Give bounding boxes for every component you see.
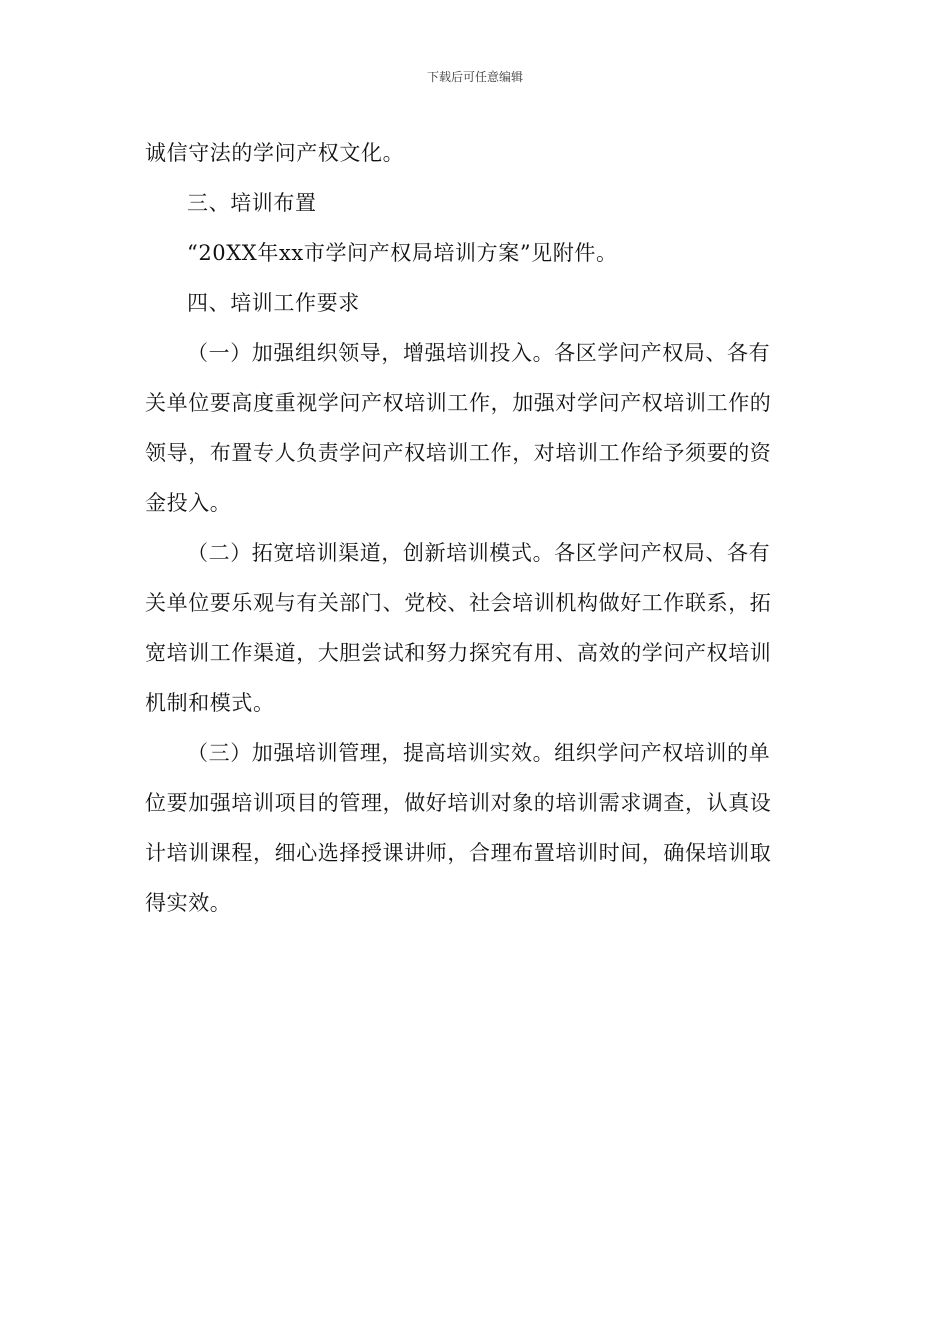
body-line: 宽培训工作渠道，大胆尝试和努力探究有用、高效的学问产权培训 <box>145 641 772 665</box>
body-line: 诚信守法的学问产权文化。 <box>145 141 405 165</box>
body-line: 关单位要高度重视学问产权培训工作，加强对学问产权培训工作的 <box>145 391 772 415</box>
section-heading: 三、培训布置 <box>187 191 317 215</box>
body-line: 计培训课程，细心选择授课讲师，合理布置培训时间，确保培训取 <box>145 841 772 865</box>
body-line: 位要加强培训项目的管理，做好培训对象的培训需求调查，认真设 <box>145 791 772 815</box>
paragraph-start: （三）加强培训管理，提高培训实效。组织学问产权培训的单 <box>187 741 771 765</box>
body-line: 金投入。 <box>145 491 232 515</box>
body-line: 领导，布置专人负责学问产权培训工作，对培训工作给予须要的资 <box>145 441 772 465</box>
paragraph-start: （二）拓宽培训渠道，创新培训模式。各区学问产权局、各有 <box>187 541 771 565</box>
section-heading: 四、培训工作要求 <box>187 291 360 315</box>
page-header: 下载后可任意编辑 <box>426 70 523 84</box>
body-line: 机制和模式。 <box>145 691 275 715</box>
document-body <box>145 128 810 928</box>
paragraph-start: （一）加强组织领导，增强培训投入。各区学问产权局、各有 <box>187 341 771 365</box>
body-line: 关单位要乐观与有关部门、党校、社会培训机构做好工作联系，拓 <box>145 591 772 615</box>
body-line: “20XX年xx市学问产权局培训方案”见附件。 <box>187 241 618 265</box>
body-line: 得实效。 <box>145 891 232 915</box>
